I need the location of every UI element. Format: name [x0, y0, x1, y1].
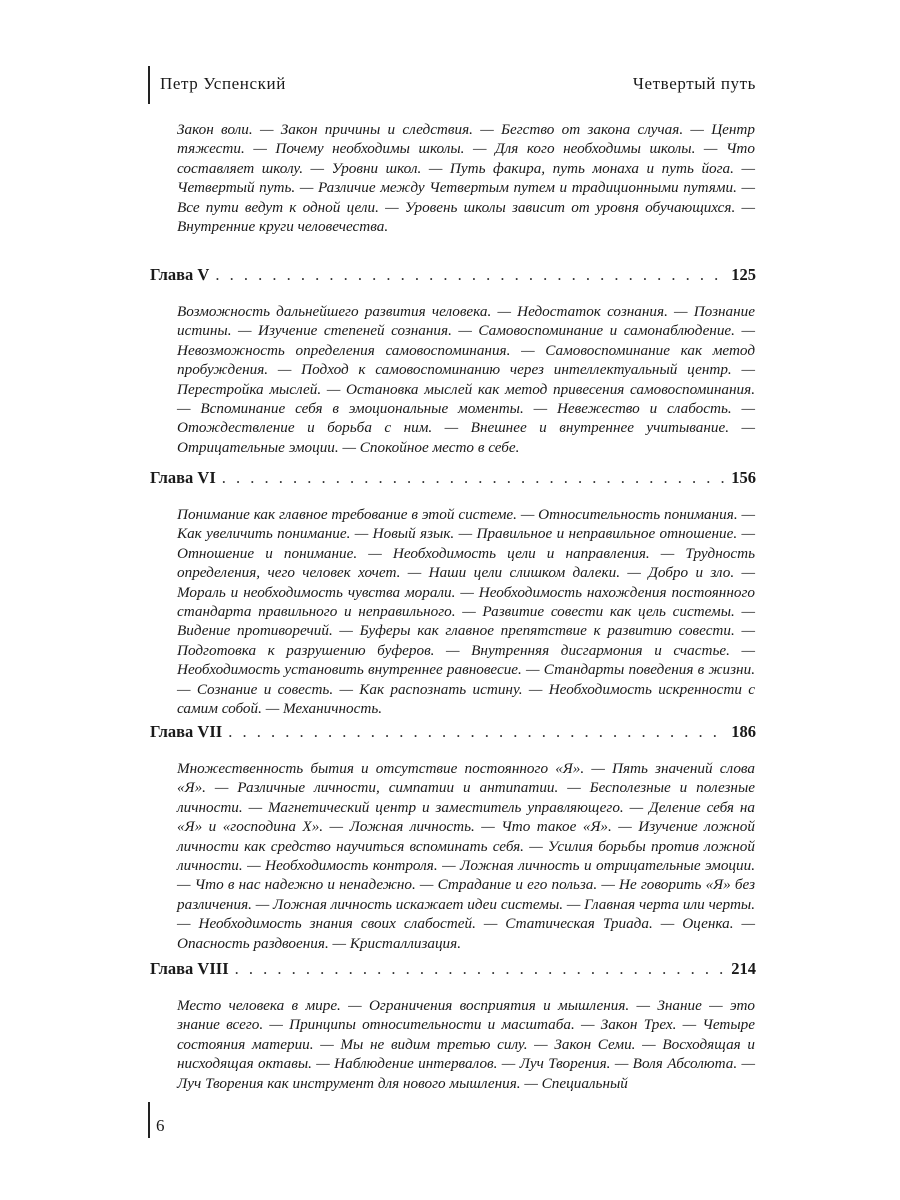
footer-rule	[148, 1102, 150, 1138]
header-rule	[148, 66, 150, 104]
chapter-summary: Множественность бытия и отсутствие постоянного «Я». — Пять значений слова «Я». — Различные личности, симпатии и антипатии. — Бесполезные и полезные личности. — Магнетический центр и заместитель управляющего. — Деление себя на «Я» и «господина Х». — Ложная личность. — Что такое «Я». — Изучение ложной личности как средство научиться вспоминать себя. — Усилия борьбы против ложной личности. — Необходимость контроля. — Ложная личность и отрицательные эмоции. — Что в нас надежно и ненадежно. — Страдание и его польза. — Не говорить «Я» без различения. — Ложная личность искажает идеи системы. — Главная черта или черты. — Необходимость знания своих слабостей. — Статическая Триада. — Оценка. — Опасность раздвоения. — Кристаллизация.	[177, 760, 755, 952]
chapter-label: Глава VII	[150, 722, 223, 741]
page-number: 6	[156, 1116, 165, 1135]
chapter-summary: Возможность дальнейшего развития человека. — Недостаток сознания. — Познание истины. — Изучение степеней сознания. — Самовоспоминание и самонаблюдение. — Невозможность определения самовоспоминания. — Самовоспоминание как метод пробуждения. — Подход к самовоспоминанию через интеллектуальный центр. — Перестройка мыслей. — Остановка мыслей как метод привесения самовоспоминания. — Вспоминание себя в эмоциональные моменты. — Невежество и слабость. — Отождествление и борьба с ним. — Внешнее и внутреннее учитывание. — Отрицательные эмоции. — Спокойное место в себе.	[177, 303, 755, 456]
toc-entry-chapter-8[interactable]	[150, 959, 756, 981]
chapter-page-number: 156	[731, 468, 756, 487]
intro-summary: Закон воли. — Закон причины и следствия. — Бегство от закона случая. — Центр тяжести. — Почему необходимы школы. — Для кого необходимы школы. — Что составляет школу. — Уровни школ. — Путь факира, путь монаха и путь йога. — Четвертый путь. — Различие между Четвертым путем и традиционными путями. — Все пути ведут к одной цели. — Уровень школы зависит от уровня обучающихся. — Внутренние круги человечества.	[177, 121, 755, 236]
dot-leader	[222, 468, 725, 488]
toc-entry-chapter-6[interactable]	[150, 468, 756, 490]
chapter-label: Глава VIII	[150, 959, 229, 978]
chapter-page-number: 186	[731, 722, 756, 741]
chapter-label: Глава V	[150, 265, 210, 284]
chapter-summary: Понимание как главное требование в этой системе. — Относительность понимания. — Как увеличить понимание. — Новый язык. — Правильное и неправильное отношение. — Отношение и понимание. — Необходимость цели и направления. — Трудность определения, чего человек хочет. — Наши цели слишком далеки. — Добро и зло. — Мораль и необходимость чувства морали. — Необходимость нахождения постоянного стандарта правильного и неправильного. — Развитие совести как цель системы. — Видение противоречий. — Буферы как главное препятствие к развитию совести. — Подготовка к разрушению буферов. — Внутренняя дисгармония и счастье. — Необходимость установить внутреннее равновесие. — Стандарты поведения в жизни. — Сознание и совесть. — Как распознать истину. — Необходимость искренности с самим собой. — Механичность.	[177, 506, 755, 718]
running-header-author: Петр Успенский	[160, 74, 286, 93]
toc-entry-chapter-5[interactable]	[150, 265, 756, 287]
chapter-page-number: 214	[731, 959, 756, 978]
dot-leader	[235, 959, 726, 979]
running-header-title: Четвертый путь	[632, 74, 756, 93]
dot-leader	[228, 722, 725, 742]
chapter-label: Глава VI	[150, 468, 216, 487]
toc-entry-chapter-7[interactable]	[150, 722, 756, 744]
dot-leader	[215, 265, 725, 285]
chapter-page-number: 125	[731, 265, 756, 284]
chapter-summary: Место человека в мире. — Ограничения восприятия и мышления. — Знание — это знание всего. — Принципы относительности и масштаба. — Закон Трех. — Четыре состояния материи. — Мы не видим третью силу. — Закон Семи. — Восходящая и нисходящая октавы. — Наблюдение интервалов. — Луч Творения. — Воля Абсолюта. — Луч Творения как инструмент для нового мышления. — Специальный	[177, 997, 755, 1092]
